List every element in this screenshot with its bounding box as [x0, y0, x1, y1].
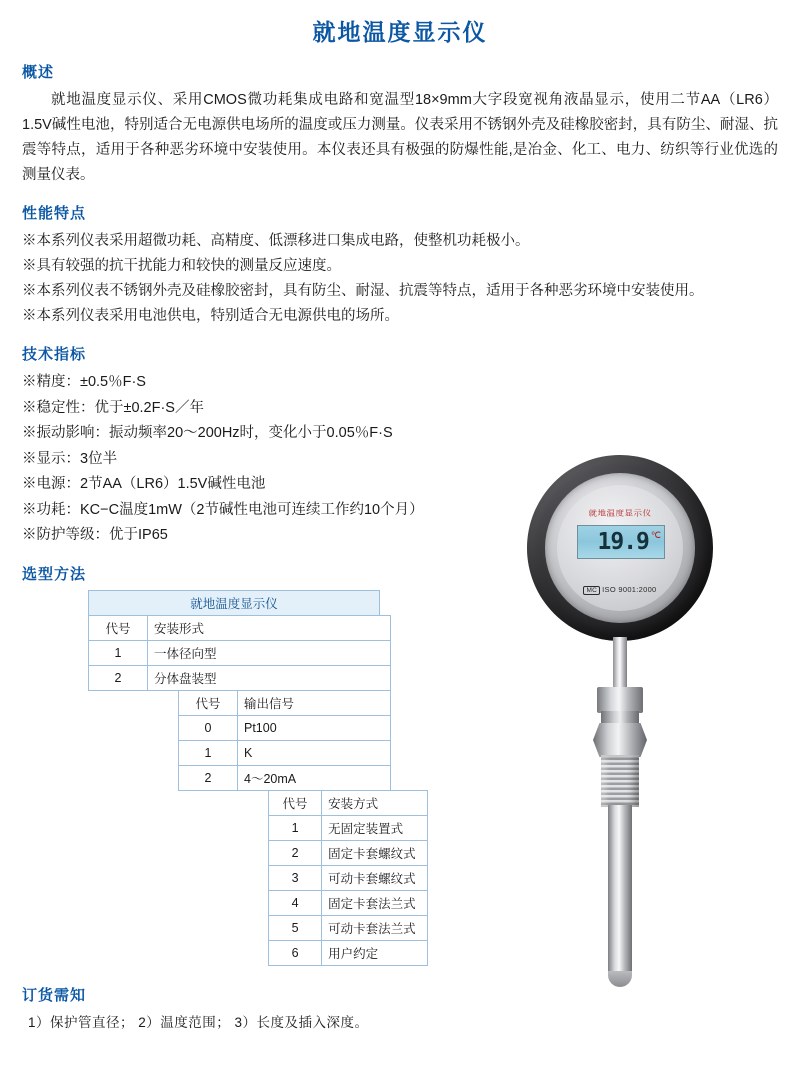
- order-note: 1）保护管直径； 2）温度范围； 3）长度及插入深度。: [28, 1014, 369, 1030]
- spec-item: ※电源：2节AA（LR6）1.5V碱性电池: [22, 476, 266, 492]
- overview-paragraph: 就地温度显示仪、采用CMOS微功耗集成电路和宽温型18×9mm大字段宽视角液晶显示，使用二节AA（LR6）1.5V碱性电池，特别适合无电源供电场所的温度或压力测量。仪表采用不锈钢外壳及硅橡胶密封，具有防尘、耐湿、抗震等特点，适用于各种恶劣环境中安装使用。本仪表还具有极强的防爆性能,是冶金、化工、电力、纺织等行业优选的测量仪表。: [22, 92, 778, 183]
- device-lcd-unit: ℃: [650, 530, 661, 540]
- feature-item: ※具有较强的抗干扰能力和较快的测量反应速度。: [22, 258, 341, 274]
- device-dial-inner: [545, 473, 695, 623]
- column-header-code: 代号: [179, 690, 238, 715]
- overview-text: [22, 88, 778, 188]
- device-brand-label: 就地温度显示仪: [588, 508, 652, 518]
- cell-code: 2: [179, 765, 238, 790]
- device-nut-mid: [601, 711, 639, 725]
- device-iso-text: [557, 585, 683, 595]
- feature-item: ※本系列仪表采用超微功耗、高精度、低漂移进口集成电路，使整机功耗极小。: [22, 233, 530, 249]
- table-row: [269, 790, 428, 815]
- cell-name: Pt100: [238, 715, 391, 740]
- table-row: [269, 865, 428, 890]
- cell-code: 6: [269, 940, 322, 965]
- table-row: [269, 815, 428, 840]
- cell-code: 5: [269, 915, 322, 940]
- device-lcd-display: [577, 525, 665, 559]
- cell-name: 一体径向型: [148, 640, 391, 665]
- section-heading-features: 性能特点: [22, 205, 87, 222]
- device-threaded-section: [601, 755, 639, 807]
- section-heading-order: 订货需知: [22, 986, 87, 1004]
- page-title: 就地温度显示仪: [312, 19, 488, 45]
- selection-table-wrapper: [88, 590, 428, 966]
- feature-item: ※本系列仪表采用电池供电，特别适合无电源供电的场所。: [22, 308, 399, 324]
- device-lcd-value: 19.9: [597, 528, 649, 555]
- table-row: [269, 915, 428, 940]
- device-nut-upper: [597, 687, 643, 713]
- cell-name: 固定卡套螺纹式: [322, 840, 428, 865]
- column-header-name: 安装形式: [148, 615, 391, 640]
- spec-item: ※精度：±0.5％F·S: [22, 374, 146, 390]
- device-stem-upper: [613, 637, 627, 691]
- spec-item: ※显示：3位半: [22, 450, 118, 467]
- cell-code: 4: [269, 890, 322, 915]
- device-hex-nut: [593, 723, 647, 757]
- table-row: [179, 690, 391, 715]
- cell-code: 1: [89, 640, 148, 665]
- device-iso-label: ISO 9001:2000: [602, 585, 657, 594]
- device-probe-shaft: [608, 805, 632, 983]
- iso-badge-icon: MC: [583, 586, 600, 595]
- table-row: [89, 615, 391, 640]
- table-row: [89, 590, 380, 615]
- cell-code: 3: [269, 865, 322, 890]
- section-heading-selection: 选型方法: [22, 565, 87, 583]
- spec-item: ※功耗：KC−C温度1mW（2节碱性电池可连续工作约10个月）: [22, 501, 424, 518]
- device-probe-tip: [608, 971, 632, 987]
- selection-block-3: [268, 790, 428, 966]
- table-row: [89, 665, 391, 690]
- device-dial-housing: [527, 455, 713, 641]
- selection-table-title-cell: 就地温度显示仪: [89, 590, 380, 615]
- spec-item: ※防护等级：优于IP65: [22, 527, 168, 543]
- cell-name: 无固定装置式: [322, 815, 428, 840]
- cell-name: 可动卡套法兰式: [322, 915, 428, 940]
- table-row: [89, 640, 391, 665]
- cell-name: 固定卡套法兰式: [322, 890, 428, 915]
- selection-block-1: [88, 615, 391, 691]
- table-row: [269, 940, 428, 965]
- cell-code: 2: [89, 665, 148, 690]
- table-row: [179, 715, 391, 740]
- table-row: [179, 740, 391, 765]
- cell-name: K: [238, 740, 391, 765]
- column-header-code: 代号: [269, 790, 322, 815]
- cell-name: 用户约定: [322, 940, 428, 965]
- spec-item: ※稳定性：优于±0.2F·S／年: [22, 399, 204, 416]
- device-dial-face: [557, 485, 683, 611]
- section-heading-overview: 概述: [22, 64, 55, 81]
- cell-code: 2: [269, 840, 322, 865]
- cell-name: 4～20mA: [238, 765, 391, 790]
- selection-block-2: [178, 690, 391, 791]
- column-header-name: 输出信号: [238, 690, 391, 715]
- cell-name: 可动卡套螺纹式: [322, 865, 428, 890]
- spec-item: ※振动影响：振动频率20～200Hz时，变化小于0.05％F·S: [22, 425, 393, 441]
- column-header-code: 代号: [89, 615, 148, 640]
- column-header-name: 安装方式: [322, 790, 428, 815]
- table-row: [269, 890, 428, 915]
- cell-code: 1: [269, 815, 322, 840]
- cell-code: 0: [179, 715, 238, 740]
- cell-name: 分体盘装型: [148, 665, 391, 690]
- selection-table-title: [88, 590, 380, 616]
- device-photo: [505, 455, 785, 1000]
- table-row: [269, 840, 428, 865]
- feature-item: ※本系列仪表不锈钢外壳及硅橡胶密封，具有防尘、耐湿、抗震等特点，适用于各种恶劣环境中安装使用。: [22, 283, 704, 299]
- section-heading-specs: 技术指标: [22, 346, 87, 363]
- table-row: [179, 765, 391, 790]
- cell-code: 1: [179, 740, 238, 765]
